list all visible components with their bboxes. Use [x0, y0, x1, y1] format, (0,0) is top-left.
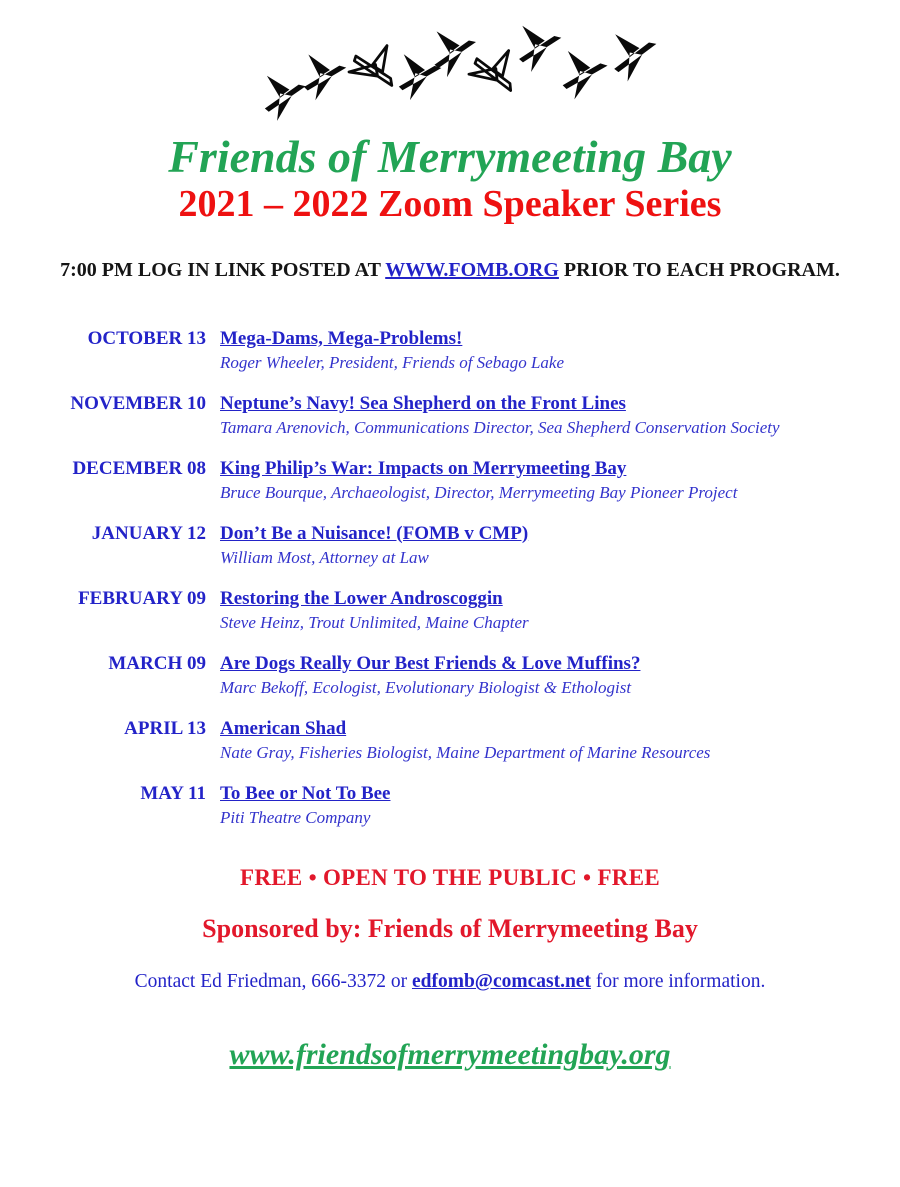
goose-icon: [607, 26, 663, 83]
entry-title-link[interactable]: To Bee or Not To Bee: [220, 782, 391, 804]
contact-suffix-text: for more information.: [590, 971, 766, 993]
schedule-entry: [0, 393, 900, 438]
schedule-entry: [0, 588, 900, 633]
login-info-line: [0, 258, 900, 282]
entry-date: MAY 11: [140, 782, 206, 804]
entry-title-link[interactable]: Restoring the Lower Androscoggin: [220, 587, 503, 609]
contact-prefix-text: Contact Ed Friedman, 666-3372 or: [134, 971, 412, 993]
entry-content: [220, 783, 390, 828]
entry-content: [220, 718, 710, 763]
goose-icon: [396, 51, 444, 101]
entry-date: APRIL 13: [124, 717, 206, 739]
fomb-org-link[interactable]: WWW.FOMB.ORG: [385, 258, 559, 281]
series-title: 2021 – 2022 Zoom Speaker Series: [178, 182, 722, 225]
website-line: [0, 1038, 900, 1072]
entry-date: JANUARY 12: [91, 522, 206, 544]
free-admission-line: FREE • OPEN TO THE PUBLIC • FREE: [240, 864, 660, 890]
contact-line: [0, 970, 900, 993]
schedule-entry: [0, 653, 900, 698]
schedule-entry: [0, 718, 900, 763]
schedule-entry: [0, 523, 900, 568]
entry-title-link[interactable]: Don’t Be a Nuisance! (FOMB v CMP): [220, 522, 529, 544]
entry-content: [220, 393, 780, 438]
entry-title-link[interactable]: Are Dogs Really Our Best Friends & Love Muffins?: [220, 652, 641, 674]
sponsored-by-line: Sponsored by: Friends of Merrymeeting Bay: [202, 914, 698, 944]
goose-outline-icon: [344, 39, 406, 101]
website-link[interactable]: www.friendsofmerrymeetingbay.org: [229, 1037, 671, 1071]
entry-content: [220, 328, 564, 373]
entry-speaker: Nate Gray, Fisheries Biologist, Maine Department of Marine Resources: [220, 742, 711, 762]
goose-icon: [560, 48, 610, 101]
entry-content: [220, 588, 529, 633]
organization-title: Friends of Merrymeeting Bay: [168, 131, 732, 182]
entry-content: [220, 458, 737, 503]
contact-email-link[interactable]: edfomb@comcast.net: [411, 971, 591, 993]
login-prefix-text: 7:00 PM LOG IN LINK POSTED AT: [60, 258, 386, 281]
goose-outline-icon: [464, 44, 525, 105]
entry-date: NOVEMBER 10: [70, 392, 206, 414]
schedule-list: [0, 328, 900, 828]
entry-speaker: Piti Theatre Company: [220, 807, 371, 827]
goose-icon: [259, 69, 310, 122]
entry-date: FEBRUARY 09: [78, 587, 206, 609]
entry-title-link[interactable]: King Philip’s War: Impacts on Merrymeeting Bay: [220, 457, 627, 479]
flying-geese-graphic: [235, 22, 665, 127]
schedule-entry: [0, 783, 900, 828]
entry-speaker: Tamara Arenovich, Communications Director, Sea Shepherd Conservation Society: [220, 417, 780, 437]
entry-speaker: Roger Wheeler, President, Friends of Sebago Lake: [220, 352, 565, 372]
entry-content: [220, 653, 640, 698]
goose-icon: [301, 51, 350, 102]
schedule-entry: [0, 328, 900, 373]
entry-speaker: Steve Heinz, Trout Unlimited, Maine Chapter: [220, 612, 529, 632]
entry-speaker: Bruce Bourque, Archaeologist, Director, Merrymeeting Bay Pioneer Project: [220, 482, 738, 502]
entry-title-link[interactable]: Neptune’s Navy! Sea Shepherd on the Front Lines: [220, 392, 626, 414]
entry-date: MARCH 09: [108, 652, 206, 674]
flyer-page: [0, 22, 900, 1187]
entry-title-link[interactable]: American Shad: [220, 717, 347, 739]
entry-speaker: Marc Bekoff, Ecologist, Evolutionary Biologist & Ethologist: [220, 677, 632, 697]
entry-speaker: William Most, Attorney at Law: [220, 547, 429, 567]
entry-title-link[interactable]: Mega-Dams, Mega-Problems!: [220, 327, 463, 349]
goose-icon: [429, 25, 481, 79]
entry-date: OCTOBER 13: [87, 327, 206, 349]
entry-content: [220, 523, 528, 568]
entry-date: DECEMBER 08: [72, 457, 206, 479]
goose-icon: [515, 22, 566, 73]
schedule-entry: [0, 458, 900, 503]
login-suffix-text: PRIOR TO EACH PROGRAM.: [558, 258, 840, 281]
